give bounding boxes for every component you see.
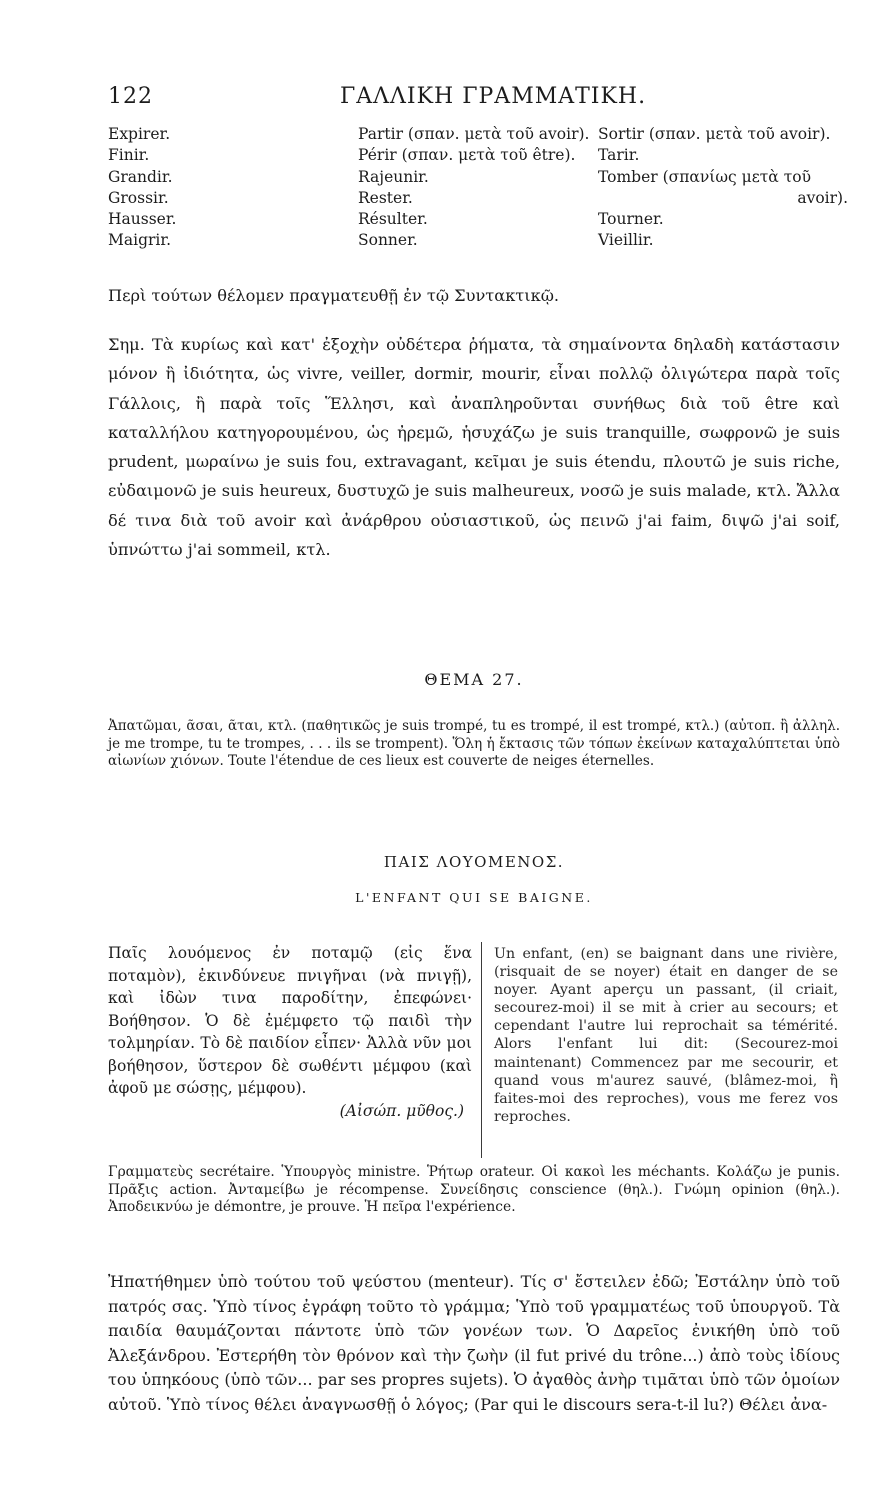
verb-cell: Tarir.	[598, 146, 640, 165]
exercise-text: Ἀπατῶμαι, ᾶσαι, ᾶται, κτλ. (παθητικῶς je suis trompé, tu es trompé, il est trompé, κτλ.) (αὐτοπ. ἢ ἀλληλ. je me trompe, tu te trompes, . . . ils se trompent). Ὅλη ἡ ἔκτασις τῶν τόπων ἐκείνων καταχαλύπτεται ὑπὸ αἰωνίων χιόνων. Toute l'étendue de ces lieux est couverte de neiges éternelles.	[108, 718, 840, 769]
story-french-column	[494, 945, 838, 1126]
verb-cell: Rester.	[358, 188, 413, 207]
exercise-heading: ΘΕΜΑ 27.	[424, 670, 524, 689]
verb-row	[108, 145, 848, 166]
vocabulary-paragraph	[108, 1164, 840, 1217]
verb-cell: Partir (σπαν. μετὰ τοῦ avoir).	[358, 125, 590, 143]
verb-list-table	[108, 124, 848, 252]
story-title: ΠΑΙΣ ΛΟΥΟΜΕΝΟΣ.	[383, 853, 565, 871]
vocabulary-text: Γραμματεὺς secrétaire. Ὑπουργὸς ministre. Ῥήτωρ orateur. Οἱ κακοὶ les méchants. Κολάζω je punis. Πρᾶξις action. Ἀνταμείβω je récompense. Συνείδησις conscience (θηλ.). Γνώμη opinion (θηλ.). Ἀποδεικνύω je démontre, je prouve. Ἡ πεῖρα l'expérience.	[108, 1164, 840, 1215]
story-greek-column	[108, 942, 472, 1122]
verb-row	[108, 188, 848, 209]
syntax-reference-note	[108, 285, 840, 307]
verb-row	[108, 124, 848, 145]
page-header	[108, 84, 838, 114]
verb-cell: Tourner.	[598, 210, 664, 229]
verb-cell: Tomber (σπανίως μετὰ τοῦ	[598, 167, 812, 186]
verb-cell: Vieillir.	[598, 231, 654, 250]
verb-cell: Rajeunir.	[358, 167, 429, 186]
verb-cell: Périr (σπαν. μετὰ τοῦ être).	[358, 146, 576, 165]
verb-cell: Sortir (σπαν. μετὰ τοῦ avoir).	[598, 125, 831, 143]
remark-text: Σημ. Τὰ κυρίως καὶ κατ' ἐξοχὴν οὐδέτερα ῥήματα, τὰ σημαίνοντα δηλαδὴ κατάστασιν μόνον ἢ ἰδιότητα, ὡς vivre, veiller, dormir, mourir, εἶναι πολλῷ ὀλιγώτερα παρὰ τοῖς Γάλλοις, ἢ παρὰ τοῖς Ἕλλησι, καὶ ἀναπληροῦνται συνήθως διὰ τοῦ être καὶ καταλλήλου κατηγορουμένου, ὡς ἠρεμῶ, ἡσυχάζω je suis tranquille, σωφρονῶ je suis prudent, μωραίνω je suis fou, extravagant, κεῖμαι je suis étendu, πλουτῶ je suis riche, εὐδαιμονῶ je suis heureux, δυστυχῶ je suis malheureux, νοσῶ je suis malade, κτλ. Ἄλλα δέ τινα διὰ τοῦ avoir καὶ ἀνάρθρου οὐσιαστικοῦ, ὡς πεινῶ j'ai faim, διψῶ j'ai soif, ὑπνώττω j'ai sommeil, κτλ.	[108, 335, 840, 560]
story-source: (Αἰσώπ. μῦθος.)	[339, 1101, 464, 1120]
column-divider	[481, 942, 482, 1158]
remark-paragraph	[108, 330, 840, 564]
page-number: 122	[108, 84, 153, 109]
closing-exercise-text: Ἠπατήθημεν ὑπὸ τούτου τοῦ ψεύστου (menteur). Τίς σ' ἔστειλεν ἐδῶ; Ἐστάλην ὑπὸ τοῦ πατρός σας. Ὑπὸ τίνος ἐγράφη τοῦτο τὸ γράμμα; Ὑπὸ τοῦ γραμματέως τοῦ ὑπουργοῦ. Τὰ παιδία θαυμάζονται πάντοτε ὑπὸ τῶν γονέων των. Ὁ Δαρεῖος ἐνικήθη ὑπὸ τοῦ Ἀλεξάνδρου. Ἐστερήθη τὸν θρόνον καὶ τὴν ζωὴν (il fut privé du trône...) ἀπὸ τοὺς ἰδίους του ὑπηκόους (ὑπὸ τῶν... par ses propres sujets). Ὁ ἀγαθὸς ἀνὴρ τιμᾶται ὑπὸ τῶν ὁμοίων αὐτοῦ. Ὑπὸ τίνος θέλει ἀναγνωσθῇ ὁ λόγος; (Par qui le discours sera-t-il lu?) Θέλει ἀνα-	[108, 1272, 840, 1414]
syntax-reference-text: Περὶ τούτων θέλομεν πραγματευθῇ ἐν τῷ Συντακτικῷ.	[108, 286, 560, 305]
exercise-body	[108, 718, 840, 771]
verb-cell: Hausser.	[108, 210, 177, 229]
verb-cell: Maigrir.	[108, 231, 171, 250]
verb-cell: Grossir.	[108, 188, 169, 207]
verb-cell: Expirer.	[108, 125, 171, 143]
verb-cell: Résulter.	[358, 210, 428, 229]
story-french-text: Un enfant, (en) se baignant dans une rivière, (risquait de se noyer) était en danger de se noyer. Ayant aperçu un passant, (il criait, secourez-moi) il se mit à crier au secours; et cependant l'autre lui reprochait sa témérité. Alors l'enfant lui dit: (Secourez-moi maintenant) Commencez par me secourir, et quand vous m'aurez sauvé, (blâmez-moi, ἢ faites-moi des reproches), vous me ferez vos reproches.	[494, 946, 838, 1125]
story-subtitle: L'ENFANT QUI SE BAIGNE.	[355, 890, 593, 905]
verb-cell: Finir.	[108, 146, 150, 165]
verb-cell: Grandir.	[108, 167, 173, 186]
verb-row	[108, 209, 848, 230]
running-title: ΓΑΛΛΙΚΗ ΓΡΑΜΜΑΤΙΚΗ.	[340, 84, 647, 109]
verb-cell: avoir).	[797, 188, 848, 207]
closing-exercise-paragraph	[108, 1270, 840, 1417]
verb-cell: Sonner.	[358, 231, 418, 250]
story-greek-text: Παῖς λουόμενος ἐν ποταμῷ (εἰς ἕνα ποταμὸν), ἐκινδύνευε πνιγῆναι (νὰ πνιγῇ), καὶ ἰδὼν τινα παροδίτην, ἐπεφώνει· Βοήθησον. Ὁ δὲ ἐμέμφετο τῷ παιδὶ τὴν τολμηρίαν. Τὸ δὲ παιδίον εἶπεν· Ἀλλὰ νῦν μοι βοήθησον, ὕστερον δὲ σωθέντι μέμφου (καὶ ἀφοῦ με σώσῃς, μέμφου).	[108, 944, 472, 1097]
verb-row	[108, 167, 848, 188]
verb-row	[108, 230, 848, 251]
